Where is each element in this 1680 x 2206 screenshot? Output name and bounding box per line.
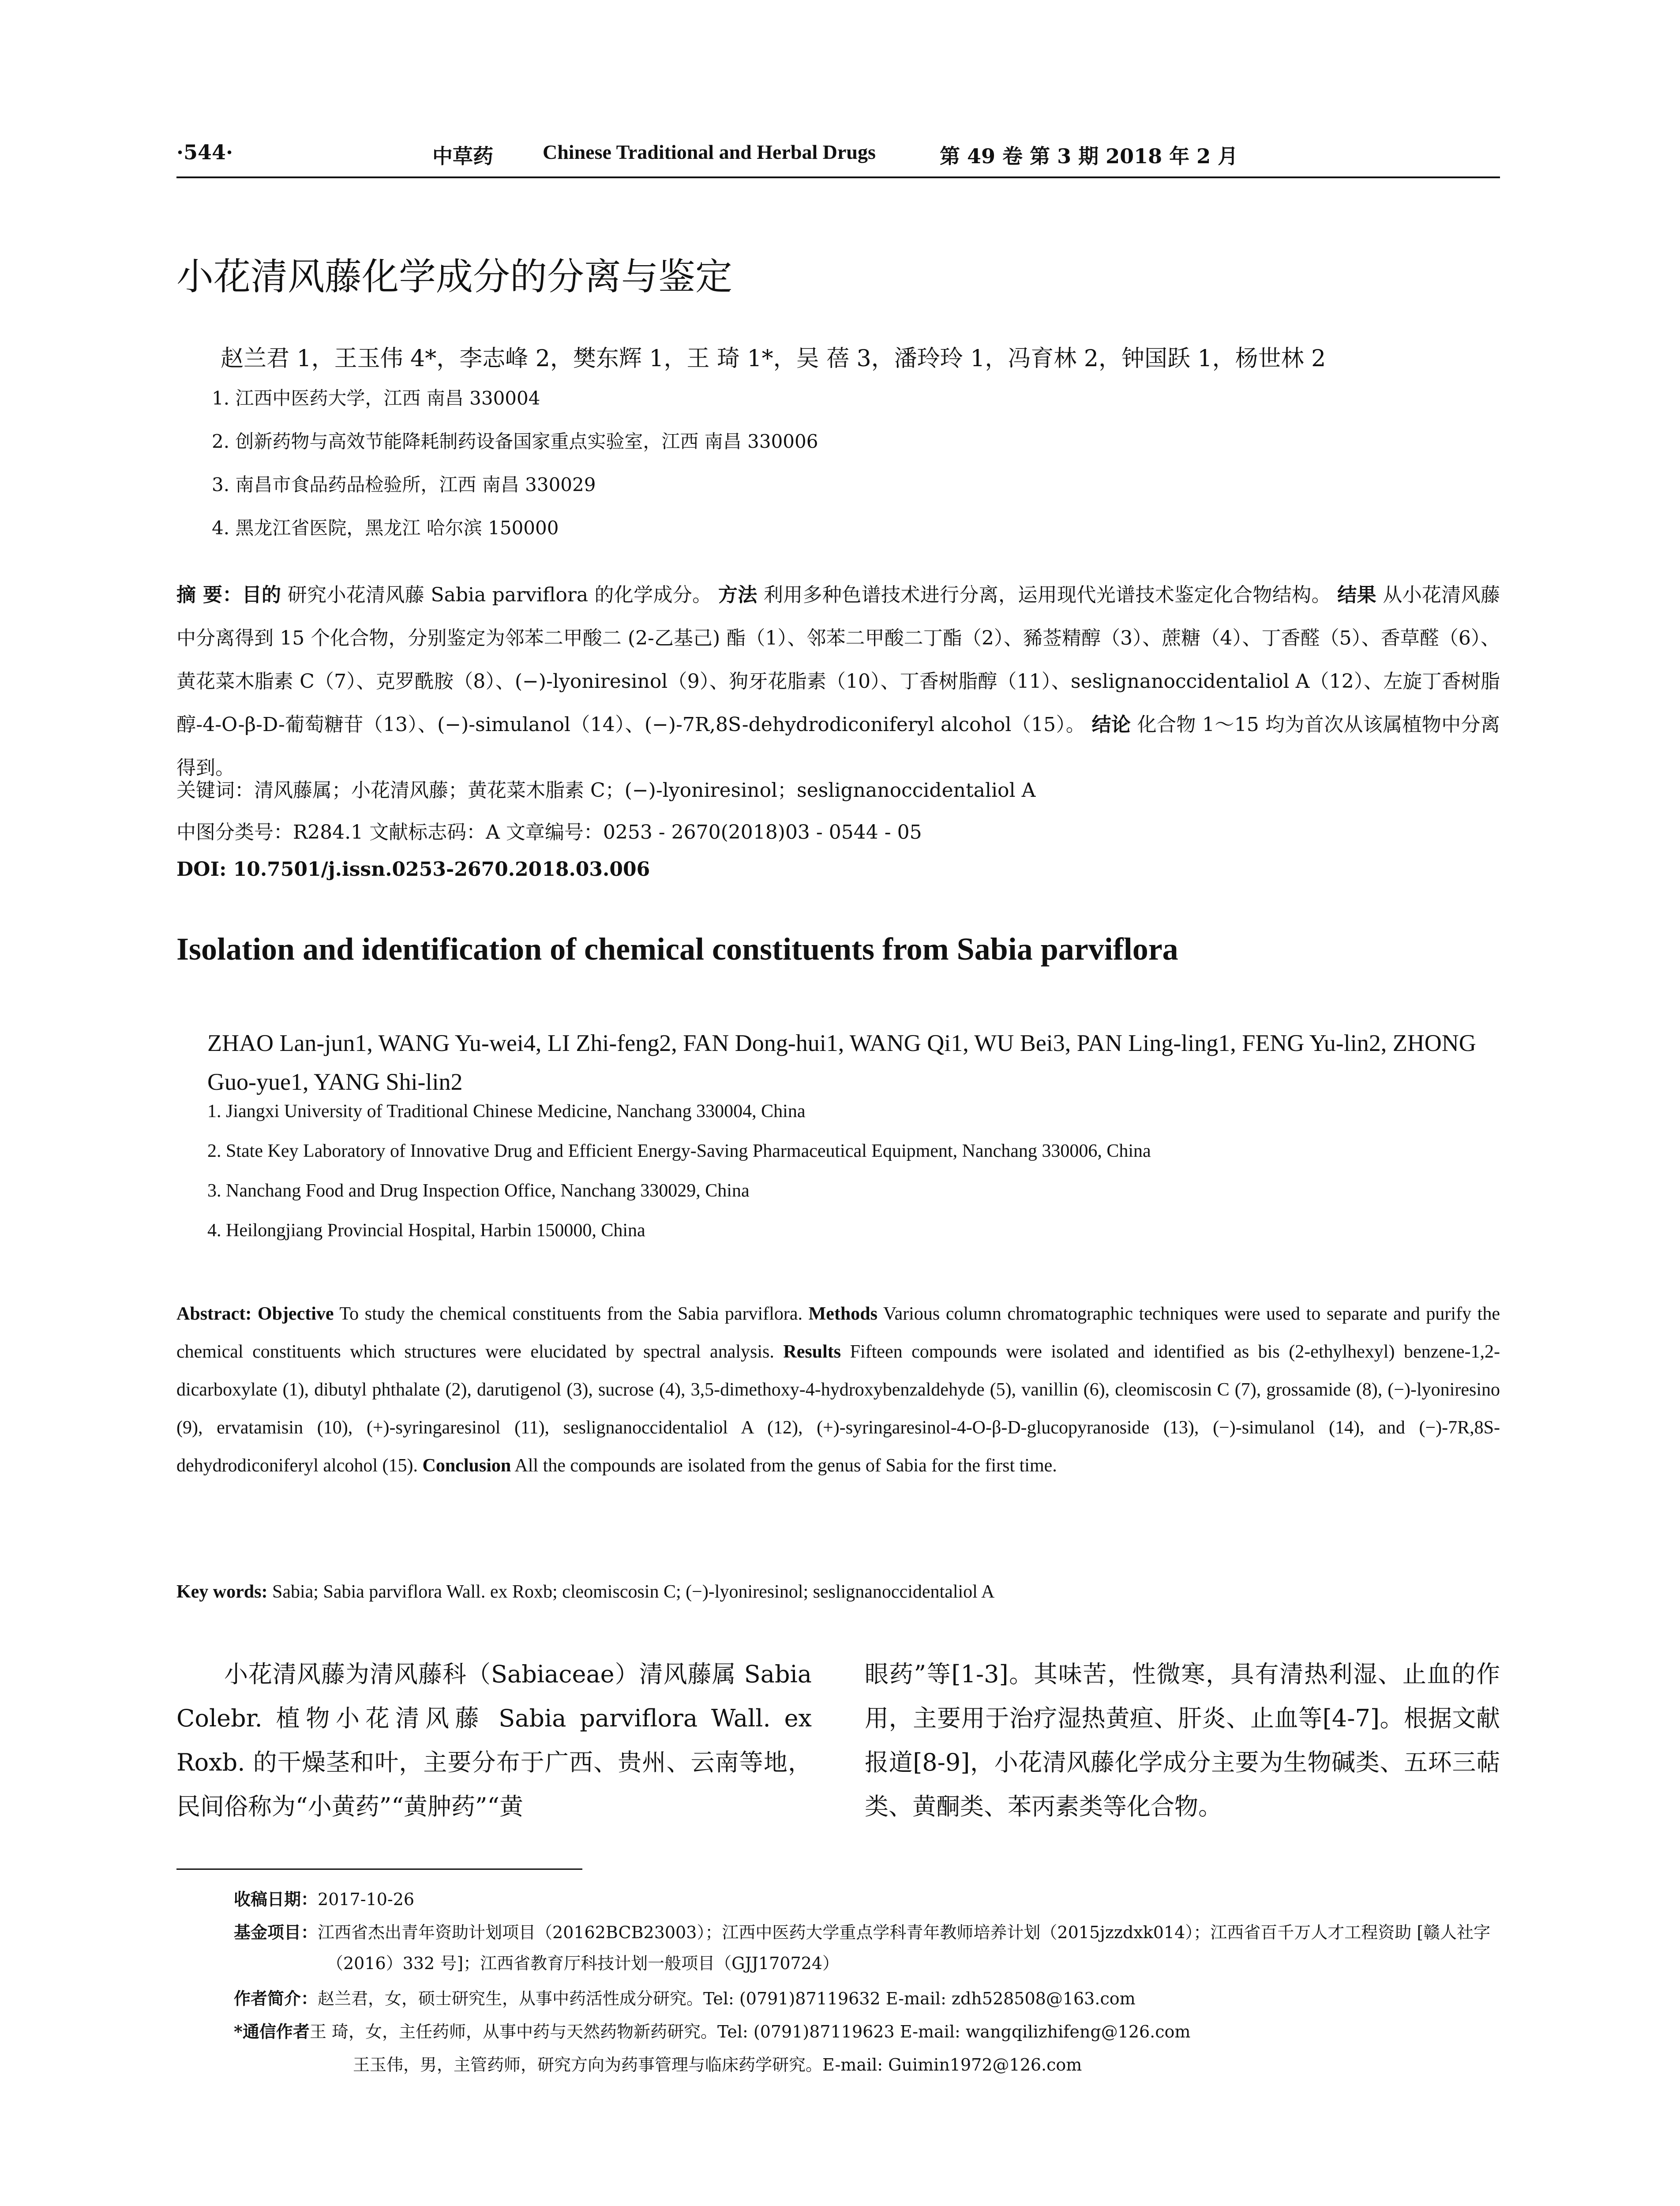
cn-affiliation: 2. 创新药物与高效节能降耗制药设备国家重点实验室，江西 南昌 330006 bbox=[212, 431, 818, 452]
conclusion-label: 结论 bbox=[1091, 713, 1131, 736]
conclusion-label: Conclusion bbox=[422, 1456, 511, 1476]
objective-label: Objective bbox=[257, 1304, 334, 1324]
objective-text: To study the chemical constituents from the Sabia parviflora. bbox=[339, 1304, 803, 1324]
en-affiliation: 3. Nanchang Food and Drug Inspection Office, Nanchang 330029, China bbox=[207, 1181, 750, 1201]
author-label: 作者简介： bbox=[234, 1988, 318, 2008]
conclusion-text: All the compounds are isolated from the genus of Sabia for the first time. bbox=[514, 1456, 1057, 1476]
cn-affiliation: 4. 黑龙江省医院，黑龙江 哈尔滨 150000 bbox=[212, 517, 559, 539]
en-affiliation: 2. State Key Laboratory of Innovative Drug and Efficient Energy-Saving Pharmaceutical Equipment, Nanchang 330006, China bbox=[207, 1141, 1151, 1161]
corresponding-text-2: 王玉伟，男，主管药师，研究方向为药事管理与临床药学研究。E-mail: Guimin1972@126.com bbox=[353, 2055, 1082, 2075]
received-label: 收稿日期： bbox=[234, 1889, 318, 1909]
objective-text: 研究小花清风藤 Sabia parviflora 的化学成分。 bbox=[287, 584, 712, 606]
cn-authors: 赵兰君 1，王玉伟 4*，李志峰 2，樊东辉 1，王 琦 1*，吴 蓓 3，潘玲玲 1，冯育林 2，钟国跃 1，杨世林 2 bbox=[221, 345, 1326, 372]
footnote-rule bbox=[176, 1868, 582, 1870]
running-header bbox=[176, 140, 1500, 180]
abstract-label: 摘 要： bbox=[176, 584, 242, 606]
cn-classification: 中图分类号：R284.1 文献标志码：A 文章编号：0253 - 2670(2018)03 - 0544 - 05 bbox=[176, 821, 922, 844]
methods-label: 方法 bbox=[718, 584, 758, 606]
results-label: Results bbox=[783, 1342, 841, 1362]
en-affiliation: 1. Jiangxi University of Traditional Chinese Medicine, Nanchang 330004, China bbox=[207, 1101, 806, 1122]
results-text: Fifteen compounds were isolated and identified as bis (2-ethylhexyl) benzene-1,2-dicarboxylate (1), dibutyl phthalate (2), darutigenol (3), sucrose (4), 3,5-dimethoxy-4-hydroxybenzaldehyde (5), vanillin (6), cleomiscosin C (7), grossamide (8), (−)-lyoniresino (9), ervatamisin (10), (+)-syringaresinol (11), seslignanoccidentaliol A (12), (+)-syringaresinol-4-O-β-D-glucopyranoside (13), (−)-simulanol (14), and (−)-7R,8S-dehydrodiconiferyl alcohol (15). bbox=[176, 1342, 1500, 1476]
methods-text: Various column chromatographic techniques were used to separate and purify the chemical constituents which structures were elucidated by spectral analysis. bbox=[176, 1304, 1500, 1362]
en-authors: ZHAO Lan-jun1, WANG Yu-wei4, LI Zhi-feng2, FAN Dong-hui1, WANG Qi1, WU Bei3, PAN Ling-ling1, FENG Yu-lin2, ZHONG Guo-yue1, YANG Shi-lin2 bbox=[207, 1030, 1476, 1095]
conclusion-text: 化合物 1～15 均为首次从该属植物中分离得到。 bbox=[176, 713, 1500, 779]
cn-abstract bbox=[176, 574, 1500, 790]
keywords-text: Sabia; Sabia parviflora Wall. ex Roxb; cleomiscosin C; (−)-lyoniresinol; seslignanoccidentaliol A bbox=[272, 1582, 995, 1602]
issue-info: 第 49 卷 第 3 期 2018 年 2 月 bbox=[940, 144, 1238, 168]
fund-label: 基金项目： bbox=[234, 1922, 318, 1942]
author-text: 赵兰君，女，硕士研究生，从事中药活性成分研究。Tel: (0791)87119632 E-mail: zdh528508@163.com bbox=[318, 1989, 1136, 2008]
en-affiliation: 4. Heilongjiang Provincial Hospital, Harbin 150000, China bbox=[207, 1220, 645, 1241]
en-abstract bbox=[176, 1295, 1500, 1485]
abstract-label: Abstract: bbox=[176, 1304, 252, 1324]
methods-text: 利用多种色谱技术进行分离，运用现代光谱技术鉴定化合物结构。 bbox=[763, 584, 1331, 606]
methods-label: Methods bbox=[808, 1304, 878, 1324]
footnote-received bbox=[234, 1884, 1500, 1915]
journal-name-en: Chinese Traditional and Herbal Drugs bbox=[543, 141, 876, 163]
cn-affiliation: 3. 南昌市食品药品检验所，江西 南昌 330029 bbox=[212, 474, 596, 495]
doi: DOI: 10.7501/j.issn.0253-2670.2018.03.006 bbox=[176, 858, 650, 881]
journal-name-cn: 中草药 bbox=[432, 144, 493, 168]
cn-title: 小花清风藤化学成分的分离与鉴定 bbox=[176, 255, 733, 298]
page-number: ·544· bbox=[176, 140, 233, 164]
cn-keywords: 关键词：清风藤属；小花清风藤；黄花菜木脂素 C；(−)-lyoniresinol；seslignanoccidentaliol A bbox=[176, 779, 1036, 802]
footnote-corresponding bbox=[234, 2016, 1500, 2047]
footnote-fund bbox=[234, 1917, 1500, 1979]
en-title: Isolation and identification of chemical constituents from Sabia parviflora bbox=[176, 931, 1178, 967]
keywords-label: Key words: bbox=[176, 1582, 268, 1602]
received-date: 2017-10-26 bbox=[318, 1890, 415, 1909]
results-text: 从小花清风藤中分离得到 15 个化合物，分别鉴定为邻苯二甲酸二 (2-乙基己) 酯（1）、邻苯二甲酸二丁酯（2）、豨莶精醇（3）、蔗糖（4）、丁香醛（5）、香草醛（6）、黄花菜木脂素 C（7）、克罗酰胺（8）、(−)-lyoniresinol（9）、狗牙花脂素（10）、丁香树脂醇（11）、seslignanoccidentaliol A（12）、左旋丁香树脂醇-4-O-β-D-葡萄糖苷（13）、(−)-simulanol（14）、(−)-7R,8S-dehydrodiconiferyl alcohol（15）。 bbox=[176, 584, 1500, 736]
header-rule bbox=[176, 176, 1500, 178]
corresponding-label: *通信作者 bbox=[234, 2022, 310, 2041]
footnote-author bbox=[234, 1983, 1500, 2014]
fund-text: 江西省杰出青年资助计划项目（20162BCB23003）；江西中医药大学重点学科青年教师培养计划（2015jzzdxk014）；江西省百千万人才工程资助 [赣人社字（2016）332 号]；江西省教育厅科技计划一般项目（GJJ170724） bbox=[318, 1923, 1491, 1973]
corresponding-text-1: 王 琦，女，主任药师，从事中药与天然药物新药研究。Tel: (0791)87119623 E-mail: wangqilizhifeng@126.com bbox=[309, 2022, 1191, 2041]
objective-label: 目的 bbox=[242, 584, 281, 606]
cn-affiliation: 1. 江西中医药大学，江西 南昌 330004 bbox=[212, 387, 540, 409]
en-keywords bbox=[176, 1573, 1500, 1611]
results-label: 结果 bbox=[1337, 584, 1376, 606]
body-column-right: 眼药”等[1-3]。其味苦，性微寒，具有清热利湿、止血的作用，主要用于治疗湿热黄疸、肝炎、止血等[4-7]。根据文献报道[8-9]，小花清风藤化学成分主要为生物碱类、五环三萜类、黄酮类、苯丙素类等化合物。 bbox=[865, 1660, 1500, 1820]
body-column-left: 小花清风藤为清风藤科（Sabiaceae）清风藤属 Sabia Colebr. 植物小花清风藤 Sabia parviflora Wall. ex Roxb. 的干燥茎和叶，主要分布于广西、贵州、云南等地，民间俗称为“小黄药”“黄肿药”“黄 bbox=[176, 1660, 812, 1820]
